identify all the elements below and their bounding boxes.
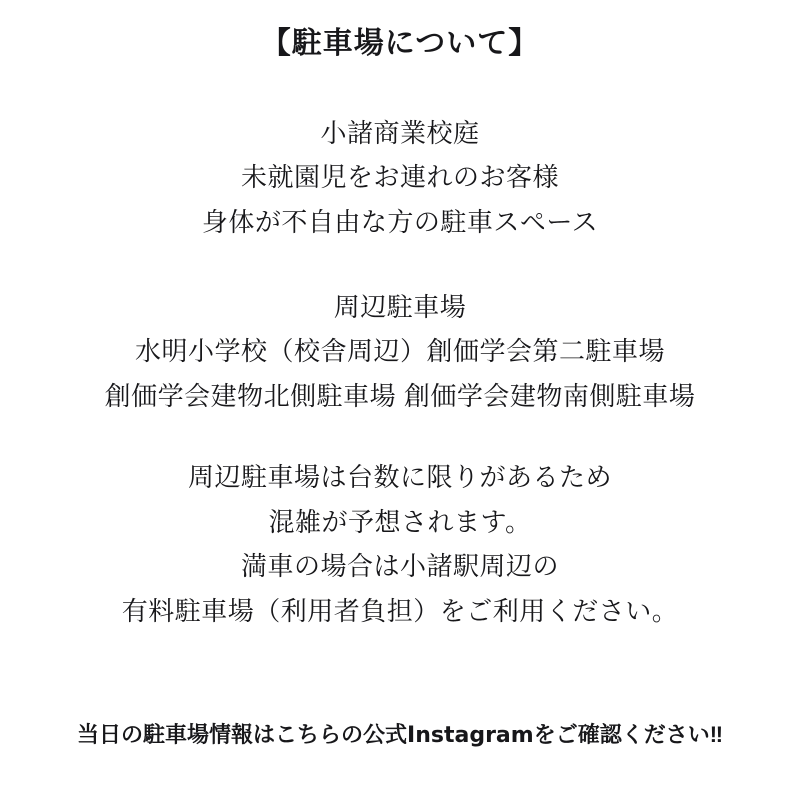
- page-title: 【駐車場について】: [260, 27, 540, 60]
- footer-text-before: 当日の駐車場情報はこちらの公式: [77, 722, 408, 747]
- notice-line-3: 満車の場合は小諸駅周辺の: [240, 551, 559, 582]
- notice-line-1: 周辺駐車場は台数に限りがあるため: [187, 461, 612, 492]
- footer-instagram-note: [77, 718, 723, 752]
- instagram-brand-label[interactable]: Instagram: [407, 723, 534, 748]
- section-notice: [122, 455, 679, 634]
- section-nearby-parking: [105, 285, 696, 419]
- nearby-line-1: 周辺駐車場: [333, 291, 467, 322]
- venue-line-2: 未就園児をお連れのお客様: [240, 162, 559, 193]
- notice-line-2: 混雑が予想されます。: [268, 506, 532, 537]
- venue-line-1: 小諸商業校庭: [320, 117, 480, 148]
- footer-text-after: をご確認ください‼: [533, 722, 723, 747]
- nearby-line-3: 創価学会建物北側駐車場 創価学会建物南側駐車場: [104, 381, 696, 412]
- venue-line-3: 身体が不自由な方の駐車スペース: [201, 206, 599, 237]
- nearby-line-2: 水明小学校（校舎周辺）創価学会第二駐車場: [134, 336, 665, 367]
- notice-line-4: 有料駐車場（利用者負担）をご利用ください。: [121, 595, 679, 626]
- section-venue: [202, 111, 598, 245]
